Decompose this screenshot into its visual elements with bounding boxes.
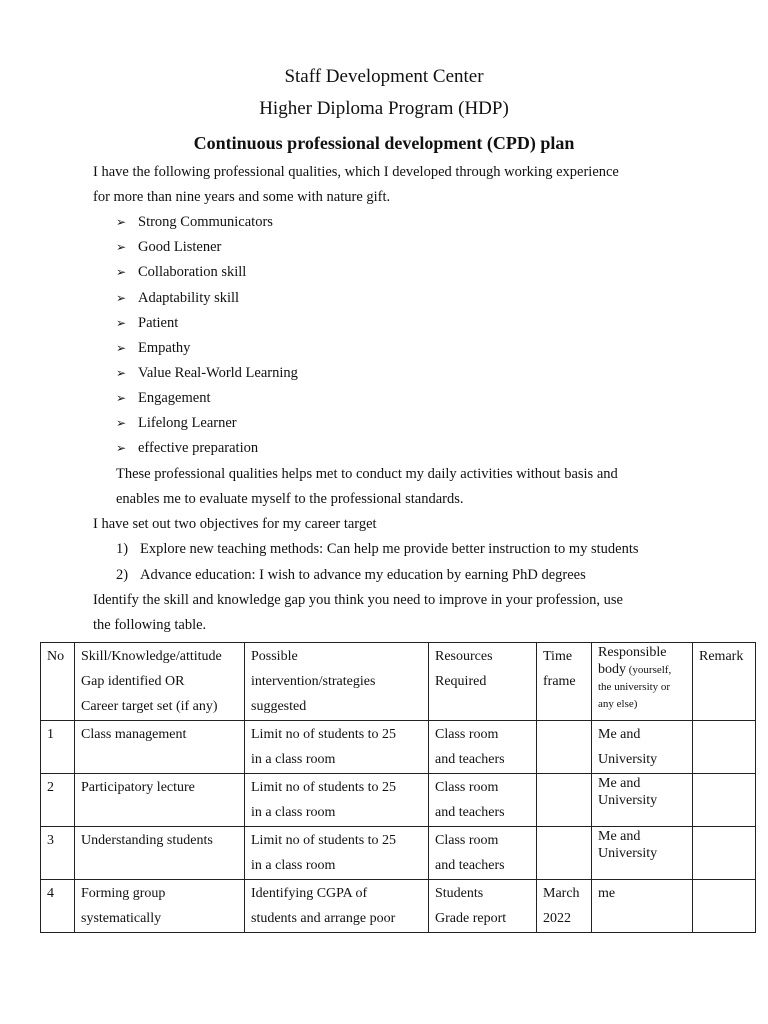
summary-line-2: enables me to evaluate myself to the professional standards. — [116, 491, 464, 507]
cell-resources: Class room and teachers — [429, 774, 537, 827]
list-item: ➢ Value Real-World Learning — [116, 365, 298, 381]
cell-responsible: Me and University — [592, 774, 693, 827]
table-row — [41, 721, 756, 774]
list-item: ➢ effective preparation — [116, 440, 259, 456]
arrow-bullet-icon: ➢ — [116, 391, 127, 405]
header-responsible: Responsible body (yourself, the university or any else) — [592, 643, 693, 721]
cell-no: 3 — [41, 827, 75, 880]
cell-intervention: Limit no of students to 25 in a class room — [245, 827, 429, 880]
arrow-bullet-icon: ➢ — [116, 441, 127, 455]
table-header-row — [41, 643, 756, 721]
arrow-bullet-icon: ➢ — [116, 265, 127, 279]
header-time-frame: Time frame — [537, 643, 592, 721]
cell-remark — [693, 827, 756, 880]
header-remark: Remark — [693, 643, 756, 721]
list-item: ➢ Adaptability skill — [116, 290, 240, 306]
cell-no: 1 — [41, 721, 75, 774]
list-item: ➢ Patient — [116, 315, 179, 331]
gap-intro-line-1: Identify the skill and knowledge gap you think you need to improve in your profession, use — [93, 592, 623, 608]
header-skill: Skill/Knowledge/attitude Gap identified OR Career target set (if any) — [75, 643, 245, 721]
objective-item: 2) Advance education: I wish to advance my education by earning PhD degrees — [116, 567, 586, 583]
list-item: ➢ Engagement — [116, 390, 211, 406]
objectives-intro: I have set out two objectives for my career target — [93, 516, 377, 532]
cell-remark — [693, 774, 756, 827]
cell-time-frame — [537, 774, 592, 827]
cell-skill: Class management — [75, 721, 245, 774]
heading-plan: Continuous professional development (CPD) plan — [193, 133, 575, 153]
list-item: ➢ Collaboration skill — [116, 264, 247, 280]
cell-no: 4 — [41, 880, 75, 933]
intro-line-1: I have the following professional qualities, which I developed through working experience — [93, 164, 619, 180]
cell-skill: Participatory lecture — [75, 774, 245, 827]
cell-intervention: Identifying CGPA of students and arrange poor — [245, 880, 429, 933]
cell-time-frame — [537, 721, 592, 774]
intro-line-2: for more than nine years and some with nature gift. — [93, 189, 391, 205]
table-row — [41, 827, 756, 880]
list-item: ➢ Lifelong Learner — [116, 415, 237, 431]
cell-skill: Understanding students — [75, 827, 245, 880]
cell-intervention: Limit no of students to 25 in a class room — [245, 721, 429, 774]
cell-no: 2 — [41, 774, 75, 827]
arrow-bullet-icon: ➢ — [116, 341, 127, 355]
cell-skill: Forming group systematically — [75, 880, 245, 933]
cell-intervention: Limit no of students to 25 in a class room — [245, 774, 429, 827]
cell-remark — [693, 880, 756, 933]
header-no: No — [41, 643, 75, 721]
list-item: ➢ Strong Communicators — [116, 214, 273, 230]
objective-item: 1) Explore new teaching methods: Can help me provide better instruction to my students — [116, 541, 639, 557]
heading-center: Staff Development Center — [284, 66, 484, 87]
gap-intro-line-2: the following table. — [93, 617, 207, 633]
arrow-bullet-icon: ➢ — [116, 366, 127, 380]
cpd-gap-table — [40, 642, 756, 933]
header-intervention: Possible intervention/strategies suggested — [245, 643, 429, 721]
cell-resources: Class room and teachers — [429, 827, 537, 880]
arrow-bullet-icon: ➢ — [116, 291, 127, 305]
arrow-bullet-icon: ➢ — [116, 416, 127, 430]
table-row — [41, 774, 756, 827]
arrow-bullet-icon: ➢ — [116, 215, 127, 229]
list-item: ➢ Good Listener — [116, 239, 222, 255]
cell-responsible: Me and University — [592, 827, 693, 880]
arrow-bullet-icon: ➢ — [116, 316, 127, 330]
cell-responsible: Me and University — [592, 721, 693, 774]
arrow-bullet-icon: ➢ — [116, 240, 127, 254]
cell-remark — [693, 721, 756, 774]
table-row — [41, 880, 756, 933]
list-item: ➢ Empathy — [116, 340, 191, 356]
cell-responsible: me — [592, 880, 693, 933]
cell-resources: Class room and teachers — [429, 721, 537, 774]
cell-resources: Students Grade report — [429, 880, 537, 933]
header-resources: Resources Required — [429, 643, 537, 721]
cell-time-frame: March 2022 — [537, 880, 592, 933]
cell-time-frame — [537, 827, 592, 880]
heading-program: Higher Diploma Program (HDP) — [259, 98, 509, 119]
summary-line-1: These professional qualities helps met to conduct my daily activities without basis and — [116, 466, 618, 482]
